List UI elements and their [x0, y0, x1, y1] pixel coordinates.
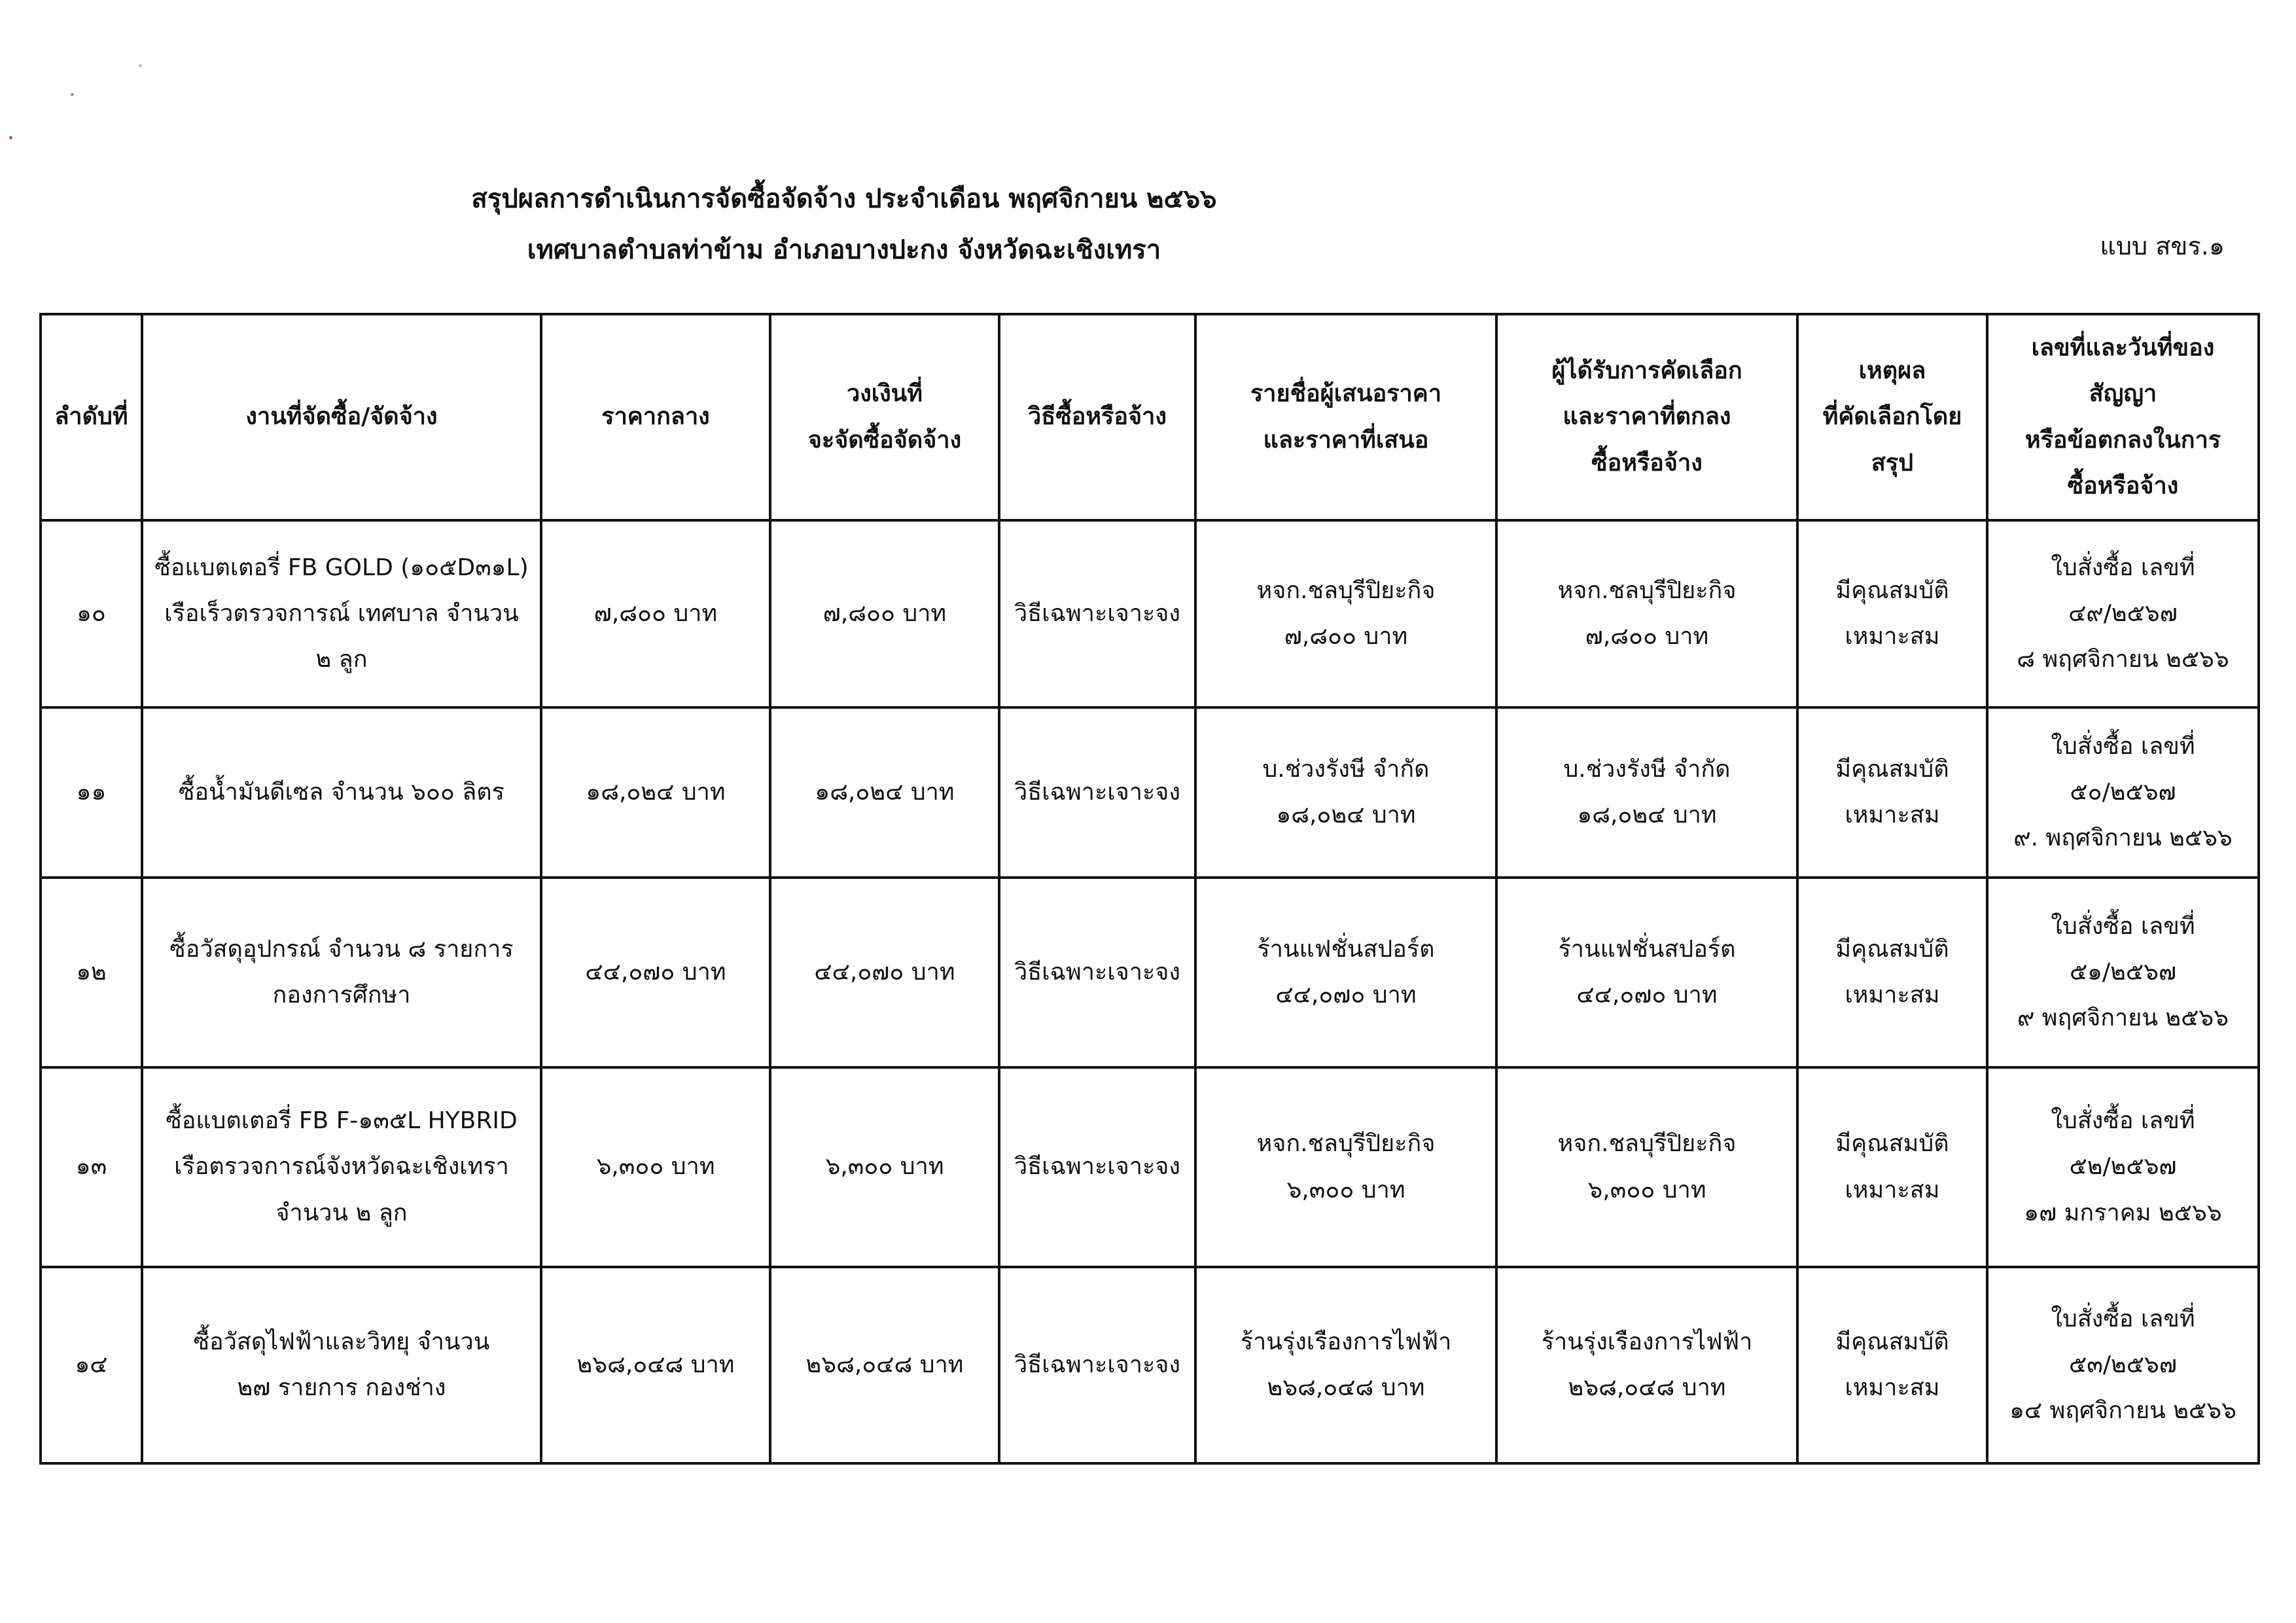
col-header-no: ลำดับที่	[41, 314, 142, 520]
cell-median-price: ๖,๓๐๐ บาท	[541, 1067, 770, 1267]
cell-reason: มีคุณสมบัติ เหมาะสม	[1797, 1067, 1987, 1267]
form-code: แบบ สขร.๑	[2100, 232, 2225, 260]
cell-item: ซื้อแบตเตอรี่ FB GOLD (๑๐๕D๓๑L) เรือเร็วตรวจการณ์ เทศบาล จำนวน ๒ ลูก	[142, 520, 541, 707]
scan-speck-2	[71, 93, 74, 96]
cell-bidders: หจก.ชลบุรีปิยะกิจ ๖,๓๐๐ บาท	[1195, 1067, 1496, 1267]
header-row	[41, 314, 2259, 520]
cell-bidders: หจก.ชลบุรีปิยะกิจ ๗,๘๐๐ บาท	[1195, 520, 1496, 707]
cell-contract: ใบสั่งซื้อ เลขที่ ๕๒/๒๕๖๗ ๑๗ มกราคม ๒๕๖๖	[1987, 1067, 2259, 1267]
table-row	[41, 878, 2259, 1067]
cell-no: ๑๐	[41, 520, 142, 707]
col-header-median-price: ราคากลาง	[541, 314, 770, 520]
cell-bidders: บ.ช่วงรังษี จำกัด ๑๘,๐๒๔ บาท	[1195, 707, 1496, 878]
document-subtitle: เทศบาลตำบลท่าข้าม อำเภอบางปะกง จังหวัดฉะเชิงเทรา	[527, 235, 1161, 265]
cell-item: ซื้อวัสดุไฟฟ้าและวิทยุ จำนวน ๒๗ รายการ กองช่าง	[142, 1267, 541, 1463]
table-row	[41, 1067, 2259, 1267]
table-row	[41, 1267, 2259, 1463]
cell-selected: หจก.ชลบุรีปิยะกิจ ๖,๓๐๐ บาท	[1496, 1067, 1797, 1267]
cell-item: ซื้อน้ำมันดีเซล จำนวน ๖๐๐ ลิตร	[142, 707, 541, 878]
cell-reason: มีคุณสมบัติ เหมาะสม	[1797, 520, 1987, 707]
cell-contract: ใบสั่งซื้อ เลขที่ ๕๑/๒๕๖๗ ๙ พฤศจิกายน ๒๕๖๖	[1987, 878, 2259, 1067]
cell-method: วิธีเฉพาะเจาะจง	[999, 1067, 1195, 1267]
cell-reason: มีคุณสมบัติ เหมาะสม	[1797, 1267, 1987, 1463]
cell-no: ๑๔	[41, 1267, 142, 1463]
cell-bidders: ร้านรุ่งเรืองการไฟฟ้า ๒๖๘,๐๔๘ บาท	[1195, 1267, 1496, 1463]
cell-method: วิธีเฉพาะเจาะจง	[999, 707, 1195, 878]
cell-median-price: ๑๘,๐๒๔ บาท	[541, 707, 770, 878]
cell-method: วิธีเฉพาะเจาะจง	[999, 878, 1195, 1067]
cell-no: ๑๓	[41, 1067, 142, 1267]
col-header-contract: เลขที่และวันที่ของ สัญญา หรือข้อตกลงในการ ซื้อหรือจ้าง	[1987, 314, 2259, 520]
col-header-method: วิธีซื้อหรือจ้าง	[999, 314, 1195, 520]
cell-item: ซื้อวัสดุอุปกรณ์ จำนวน ๘ รายการ กองการศึกษา	[142, 878, 541, 1067]
cell-budget: ๖,๓๐๐ บาท	[770, 1067, 999, 1267]
cell-budget: ๒๖๘,๐๔๘ บาท	[770, 1267, 999, 1463]
cell-budget: ๗,๘๐๐ บาท	[770, 520, 999, 707]
cell-no: ๑๑	[41, 707, 142, 878]
cell-selected: หจก.ชลบุรีปิยะกิจ ๗,๘๐๐ บาท	[1496, 520, 1797, 707]
table-row	[41, 707, 2259, 878]
col-header-bidders: รายชื่อผู้เสนอราคา และราคาที่เสนอ	[1195, 314, 1496, 520]
col-header-selected: ผู้ได้รับการคัดเลือก และราคาที่ตกลง ซื้อหรือจ้าง	[1496, 314, 1797, 520]
cell-contract: ใบสั่งซื้อ เลขที่ ๔๙/๒๕๖๗ ๘ พฤศจิกายน ๒๕๖๖	[1987, 520, 2259, 707]
cell-median-price: ๔๔,๐๗๐ บาท	[541, 878, 770, 1067]
cell-budget: ๔๔,๐๗๐ บาท	[770, 878, 999, 1067]
cell-selected: ร้านแฟชั่นสปอร์ต ๔๔,๐๗๐ บาท	[1496, 878, 1797, 1067]
cell-median-price: ๒๖๘,๐๔๘ บาท	[541, 1267, 770, 1463]
cell-reason: มีคุณสมบัติ เหมาะสม	[1797, 707, 1987, 878]
cell-selected: ร้านรุ่งเรืองการไฟฟ้า ๒๖๘,๐๔๘ บาท	[1496, 1267, 1797, 1463]
cell-item: ซื้อแบตเตอรี่ FB F-๑๓๕L HYBRID เรือตรวจการณ์จังหวัดฉะเชิงเทรา จำนวน ๒ ลูก	[142, 1067, 541, 1267]
table-row	[41, 520, 2259, 707]
scan-speck-1	[9, 136, 12, 139]
cell-selected: บ.ช่วงรังษี จำกัด ๑๘,๐๒๔ บาท	[1496, 707, 1797, 878]
cell-bidders: ร้านแฟชั่นสปอร์ต ๔๔,๐๗๐ บาท	[1195, 878, 1496, 1067]
cell-reason: มีคุณสมบัติ เหมาะสม	[1797, 878, 1987, 1067]
cell-method: วิธีเฉพาะเจาะจง	[999, 1267, 1195, 1463]
col-header-item: งานที่จัดซื้อ/จัดจ้าง	[142, 314, 541, 520]
cell-contract: ใบสั่งซื้อ เลขที่ ๕๐/๒๕๖๗ ๙. พฤศจิกายน ๒๕๖๖	[1987, 707, 2259, 878]
scan-speck-3	[139, 64, 142, 67]
document-title: สรุปผลการดำเนินการจัดซื้อจัดจ้าง ประจำเดือน พฤศจิกายน ๒๕๖๖	[471, 184, 1217, 214]
cell-median-price: ๗,๘๐๐ บาท	[541, 520, 770, 707]
col-header-reason: เหตุผล ที่คัดเลือกโดย สรุป	[1797, 314, 1987, 520]
procurement-summary-table	[39, 313, 2260, 1465]
cell-no: ๑๒	[41, 878, 142, 1067]
col-header-budget: วงเงินที่ จะจัดซื้อจัดจ้าง	[770, 314, 999, 520]
cell-budget: ๑๘,๐๒๔ บาท	[770, 707, 999, 878]
cell-contract: ใบสั่งซื้อ เลขที่ ๕๓/๒๕๖๗ ๑๔ พฤศจิกายน ๒๕๖๖	[1987, 1267, 2259, 1463]
cell-method: วิธีเฉพาะเจาะจง	[999, 520, 1195, 707]
